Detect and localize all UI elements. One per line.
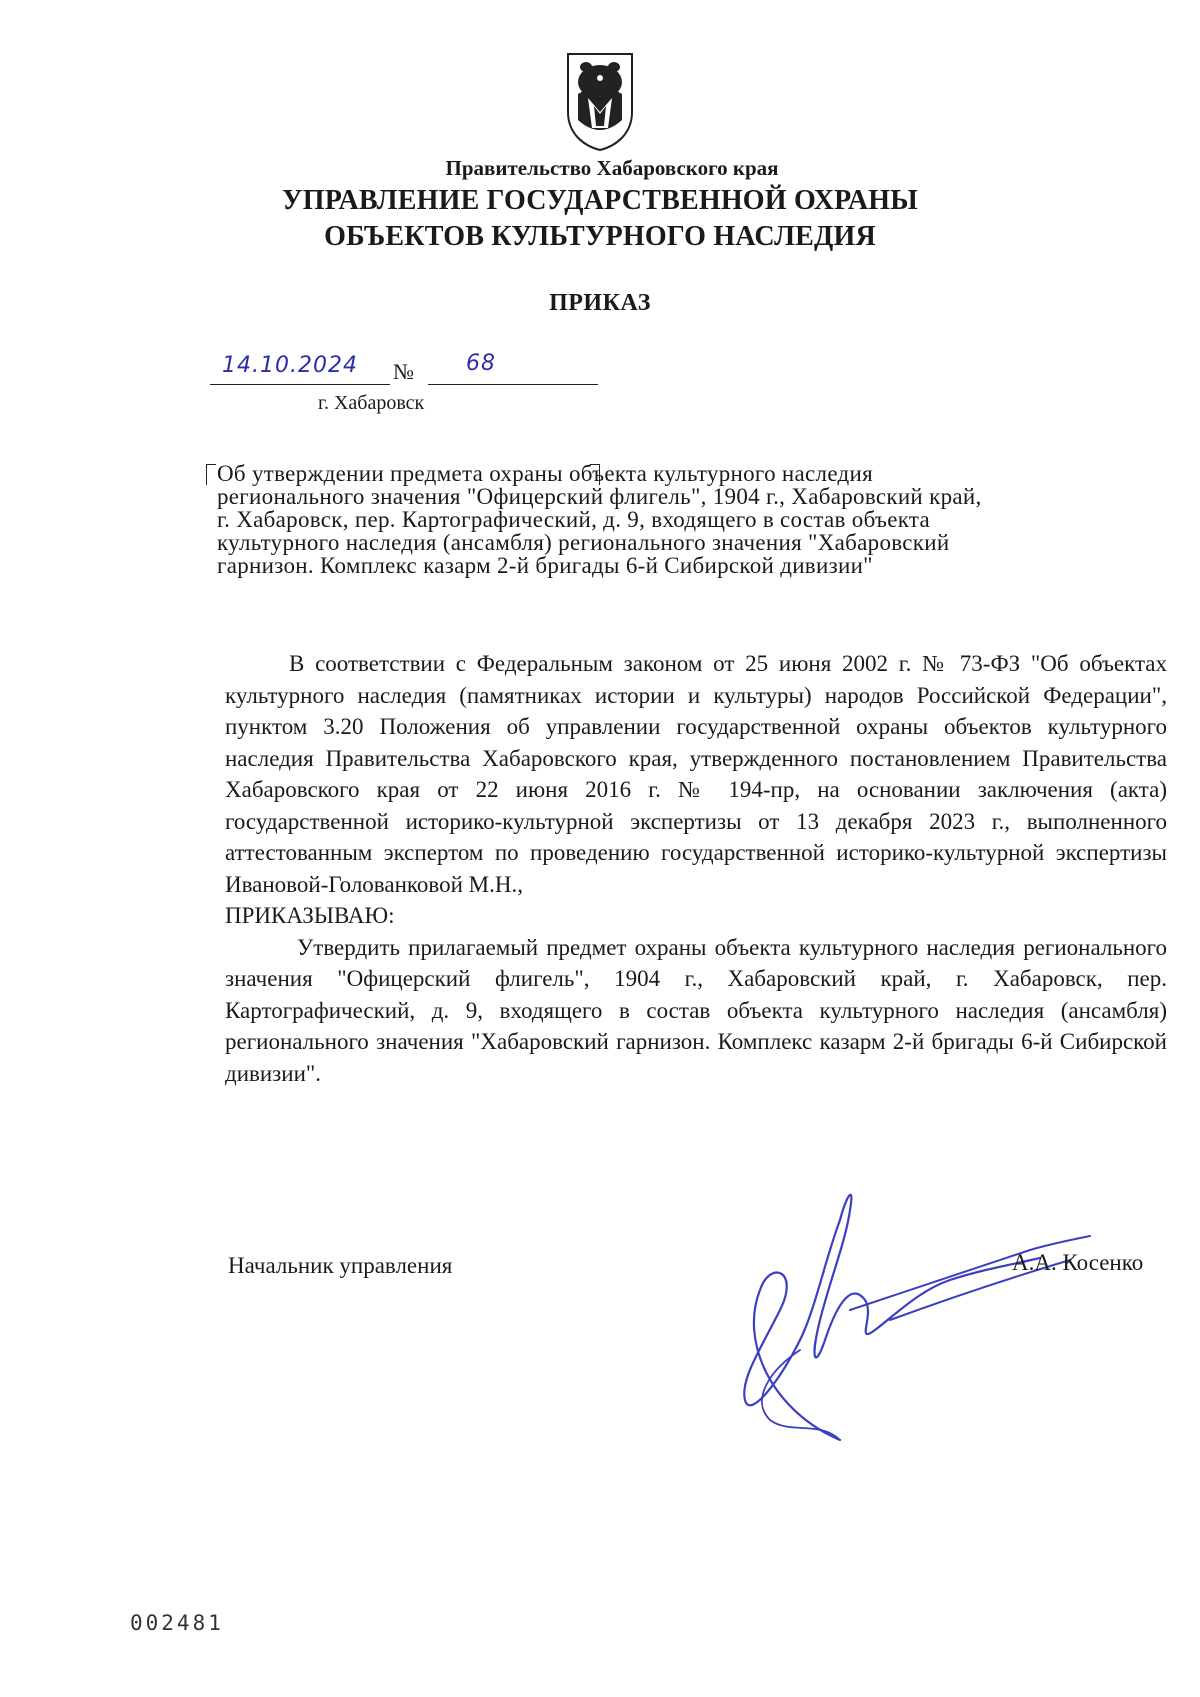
subject-line: Об утверждении предмета охраны объекта культурного наследия [217, 461, 874, 486]
department-name-line-2: ОБЪЕКТОВ КУЛЬТУРНОГО НАСЛЕДИЯ [324, 221, 876, 252]
document-title: ПРИКАЗ [549, 290, 651, 316]
decree-paragraph: Утвердить прилагаемый предмет охраны объекта культурного наследия регионального значения "Офицерский флигель", 1904 г., Хабаровский край, г. Хабаровск, пер. Картографический, д. 9, входящего в состав объекта культурного наследия (ансамбля) регионального значения "Хабаровский гарнизон. Комплекс казарм 2-й бригады 6-й Сибирской дивизии". [225, 934, 1167, 1086]
government-name: Правительство Хабаровского края [445, 156, 779, 180]
city-name: г. Хабаровск [318, 392, 425, 414]
preamble-paragraph: В соответствии с Федеральным законом от 25 июня 2002 г. № 73-ФЗ "Об объектах культурного наследия (памятниках истории и культуры) народов Российской Федерации", пунктом 3.20 Положения об управлении государственной охраны объектов культурного наследия Правительства Хабаровского края, утвержденного постановлением Правительства Хабаровского края от 22 июня 2016 г. № 194-пр, на основании заключения (акта) государственной историко-культурной экспертизы от 13 декабря 2023 г., выполненного аттестованным экспертом по проведению государственной историко-культурной экспертизы Ивановой-Голованковой М.Н., [225, 651, 1167, 897]
subject-line: культурного наследия (ансамбля) регионального значения "Хабаровский [217, 530, 950, 555]
signatory-position: Начальник управления [228, 1253, 453, 1278]
subject-line: гарнизон. Комплекс казарм 2-й бригады 6-й Сибирской дивизии" [217, 553, 873, 578]
date-underline [210, 384, 390, 385]
khabarovsk-coat-of-arms-icon [564, 50, 636, 152]
order-number: 68 [466, 351, 496, 376]
department-name-line-1: УПРАВЛЕНИЕ ГОСУДАРСТВЕННОЙ ОХРАНЫ [282, 185, 918, 216]
subject-line: регионального значения "Офицерский флигель", 1904 г., Хабаровский край, [217, 484, 982, 509]
signatory-name: А.А. Косенко [1012, 1250, 1144, 1275]
subject-line: г. Хабаровск, пер. Картографический, д. 9, входящего в состав объекта [217, 507, 931, 532]
handwritten-signature-icon [650, 1170, 1110, 1450]
order-date: 14.10.2024 [222, 353, 358, 378]
document-code: 002481 [130, 1611, 224, 1635]
number-underline [428, 384, 598, 385]
order-subject [217, 462, 1165, 577]
order-word: ПРИКАЗЫВАЮ: [225, 903, 395, 928]
number-sign: № [393, 359, 414, 384]
subject-bracket-left [206, 464, 216, 485]
order-body [225, 648, 1167, 1089]
